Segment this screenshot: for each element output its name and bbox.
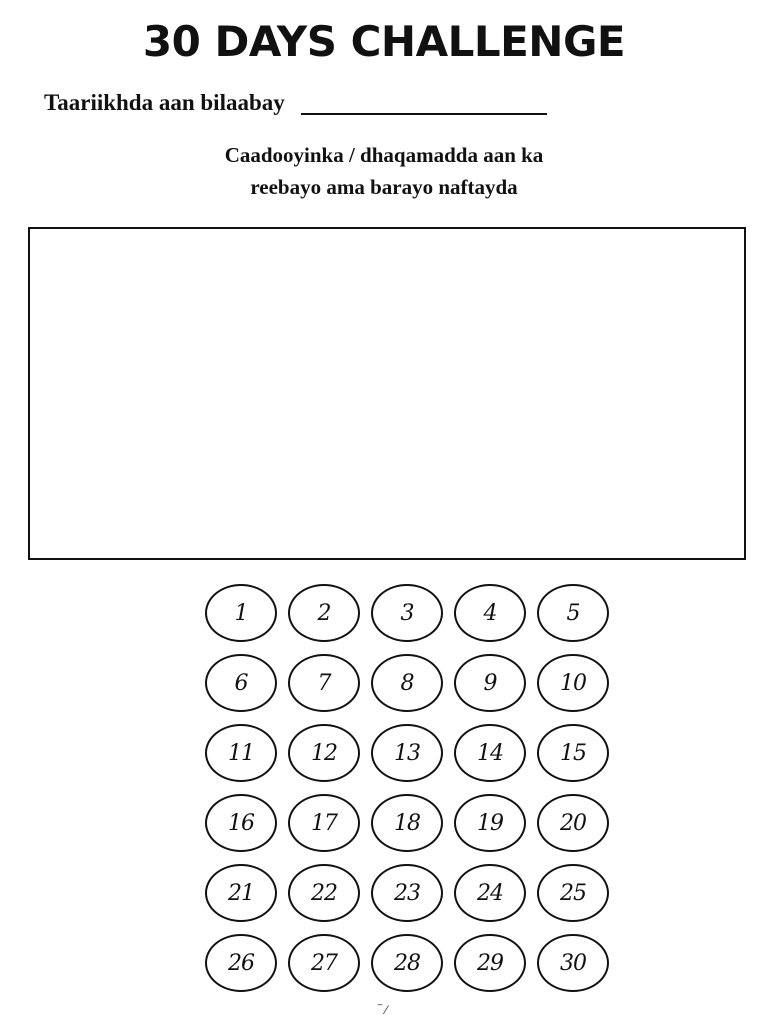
day-circle-13[interactable]: 13	[371, 724, 443, 782]
day-circle-3[interactable]: 3	[371, 584, 443, 642]
day-circle-17[interactable]: 17	[288, 794, 360, 852]
habit-prompt-line-2: reebayo ama barayo naftayda	[250, 175, 518, 199]
day-circle-25[interactable]: 25	[537, 864, 609, 922]
day-circle-9[interactable]: 9	[454, 654, 526, 712]
day-circle-15[interactable]: 15	[537, 724, 609, 782]
page-title: 30 DAYS CHALLENGE	[142, 17, 626, 66]
start-date-blank-line[interactable]	[301, 113, 547, 115]
day-circle-16[interactable]: 16	[205, 794, 277, 852]
habit-prompt-line-1: Caadooyinka / dhaqamadda aan ka	[224, 143, 544, 167]
day-circle-4[interactable]: 4	[454, 584, 526, 642]
day-circle-28[interactable]: 28	[371, 934, 443, 992]
day-circle-6[interactable]: 6	[205, 654, 277, 712]
day-circle-10[interactable]: 10	[537, 654, 609, 712]
day-circle-29[interactable]: 29	[454, 934, 526, 992]
footer-mark: ‾ ⁄	[378, 1003, 388, 1017]
day-circle-5[interactable]: 5	[537, 584, 609, 642]
day-circle-30[interactable]: 30	[537, 934, 609, 992]
day-circle-21[interactable]: 21	[205, 864, 277, 922]
day-circle-1[interactable]: 1	[205, 584, 277, 642]
day-circle-20[interactable]: 20	[537, 794, 609, 852]
day-circle-14[interactable]: 14	[454, 724, 526, 782]
day-circle-2[interactable]: 2	[288, 584, 360, 642]
day-circle-7[interactable]: 7	[288, 654, 360, 712]
habit-writing-box[interactable]	[28, 227, 746, 560]
day-circle-23[interactable]: 23	[371, 864, 443, 922]
day-circle-8[interactable]: 8	[371, 654, 443, 712]
day-circle-22[interactable]: 22	[288, 864, 360, 922]
day-circle-24[interactable]: 24	[454, 864, 526, 922]
day-circle-26[interactable]: 26	[205, 934, 277, 992]
start-date-row	[44, 86, 547, 118]
day-circle-27[interactable]: 27	[288, 934, 360, 992]
day-circle-12[interactable]: 12	[288, 724, 360, 782]
day-circle-18[interactable]: 18	[371, 794, 443, 852]
day-circle-19[interactable]: 19	[454, 794, 526, 852]
day-tracker-grid	[205, 584, 613, 996]
start-date-label: Taariikhda aan bilaabay	[44, 90, 285, 115]
day-circle-11[interactable]: 11	[205, 724, 277, 782]
